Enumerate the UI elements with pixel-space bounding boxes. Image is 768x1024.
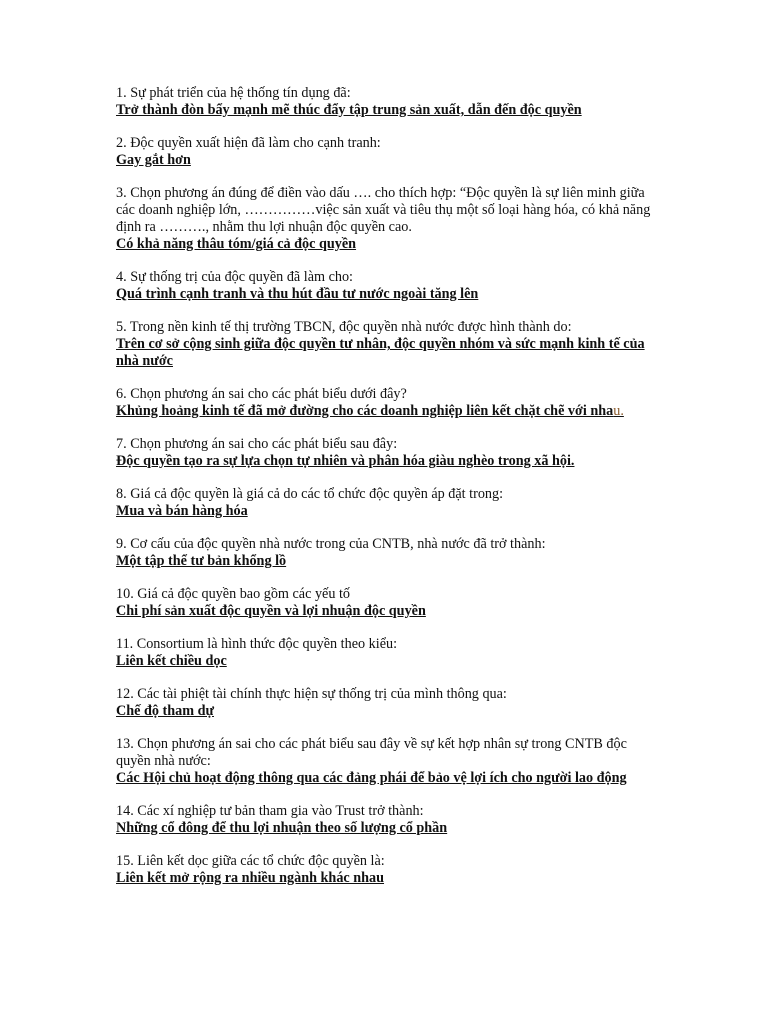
question-item-4	[116, 269, 656, 303]
question-item-5	[116, 319, 656, 370]
answer-text: Liên kết chiều dọc	[116, 653, 227, 669]
question-text: 6. Chọn phương án sai cho các phát biểu dưới đây?	[116, 386, 407, 402]
question-item-3	[116, 185, 656, 253]
answer-text: Các Hội chủ hoạt động thông qua các đảng phái để bảo vệ lợi ích cho người lao động	[116, 770, 627, 786]
question-text: 2. Độc quyền xuất hiện đã làm cho cạnh tranh:	[116, 135, 381, 151]
answer-text: Chi phí sản xuất độc quyền và lợi nhuận độc quyền	[116, 603, 426, 619]
question-text: 15. Liên kết dọc giữa các tổ chức độc quyền là:	[116, 853, 385, 869]
answer-main: Khủng hoảng kinh tế đã mở đường cho các doanh nghiệp liên kết chặt chẽ với nha	[116, 403, 614, 419]
question-item-15	[116, 853, 656, 887]
answer-text: Trở thành đòn bẩy mạnh mẽ thúc đẩy tập trung sản xuất, dẫn đến độc quyền	[116, 102, 582, 118]
question-text: 3. Chọn phương án đúng để điền vào dấu …. cho thích hợp: “Độc quyền là sự liên minh giữa các doanh nghiệp lớn, ……………việc sản xuất và tiêu thụ một số loại hàng hóa, có khả năng định ra ………., nhằm thu lợi nhuận độc quyền cao.	[116, 185, 651, 235]
question-item-10	[116, 586, 656, 620]
answer-text: Những cổ đông để thu lợi nhuận theo số lượng cổ phần	[116, 820, 448, 836]
question-item-8	[116, 486, 656, 520]
question-item-6	[116, 386, 656, 420]
question-text: 12. Các tài phiệt tài chính thực hiện sự thống trị của mình thông qua:	[116, 686, 507, 702]
question-item-14	[116, 803, 656, 837]
question-text: 13. Chọn phương án sai cho các phát biểu sau đây về sự kết hợp nhân sự trong CNTB độc quyền nhà nước:	[116, 736, 627, 769]
question-list	[116, 85, 656, 903]
question-item-12	[116, 686, 656, 720]
question-text: 7. Chọn phương án sai cho các phát biểu sau đây:	[116, 436, 398, 452]
answer-tail: u.	[613, 403, 624, 419]
question-text: 5. Trong nền kinh tế thị trường TBCN, độc quyền nhà nước được hình thành do:	[116, 319, 572, 335]
question-text: 8. Giá cả độc quyền là giá cả do các tổ chức độc quyền áp đặt trong:	[116, 486, 504, 502]
question-text: 4. Sự thống trị của độc quyền đã làm cho:	[116, 269, 354, 285]
answer-text: Mua và bán hàng hóa	[116, 503, 248, 519]
question-item-9	[116, 536, 656, 570]
question-item-1	[116, 85, 656, 119]
question-item-2	[116, 135, 656, 169]
answer-text: Một tập thể tư bản khổng lồ	[116, 553, 287, 569]
question-text: 10. Giá cả độc quyền bao gồm các yếu tố	[116, 586, 351, 602]
answer-text: Quá trình cạnh tranh và thu hút đầu tư nước ngoài tăng lên	[116, 286, 479, 302]
answer-text: Trên cơ sở cộng sinh giữa độc quyền tư nhân, độc quyền nhóm và sức mạnh kinh tế của nhà nước	[116, 336, 645, 369]
answer-text: Liên kết mở rộng ra nhiều ngành khác nhau	[116, 870, 385, 886]
question-text: 1. Sự phát triển của hệ thống tín dụng đã:	[116, 85, 351, 101]
answer-text: Độc quyền tạo ra sự lựa chọn tự nhiên và phân hóa giàu nghèo trong xã hội.	[116, 453, 575, 469]
question-text: 14. Các xí nghiệp tư bản tham gia vào Trust trở thành:	[116, 803, 424, 819]
answer-text: Chế độ tham dự	[116, 703, 214, 719]
question-text: 11. Consortium là hình thức độc quyền theo kiểu:	[116, 636, 398, 652]
answer-text: Gay gắt hơn	[116, 152, 191, 168]
question-item-7	[116, 436, 656, 470]
question-text: 9. Cơ cấu của độc quyền nhà nước trong của CNTB, nhà nước đã trở thành:	[116, 536, 546, 552]
question-item-13	[116, 736, 656, 787]
answer-text	[116, 403, 656, 420]
answer-text: Có khả năng thâu tóm/giá cả độc quyền	[116, 236, 357, 252]
question-item-11	[116, 636, 656, 670]
